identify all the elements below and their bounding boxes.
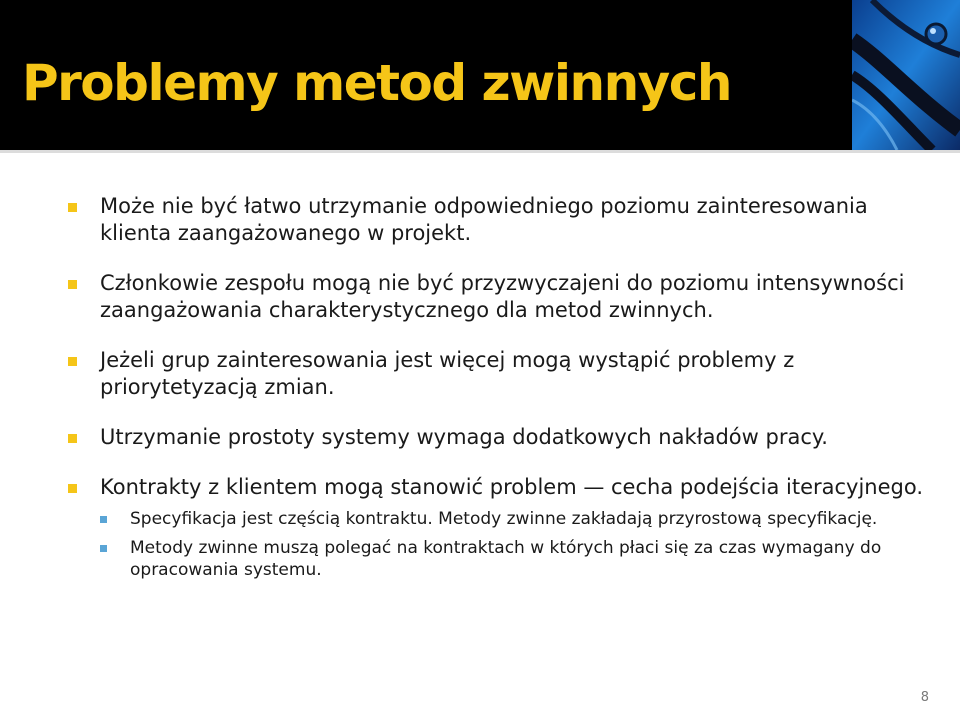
sub-bullet-square-icon <box>100 545 107 552</box>
bullet-item <box>66 424 926 451</box>
bullet-text: Może nie być łatwo utrzymanie odpowiedniego poziomu zainteresowania klienta zaangażowanego w projekt. <box>100 194 868 245</box>
bullet-item <box>66 474 926 501</box>
sub-bullet-text: Specyfikacja jest częścią kontraktu. Metody zwinne zakładają przyrostową specyfikację. <box>130 509 878 529</box>
bullet-item <box>66 270 926 324</box>
bullet-text: Jeżeli grup zainteresowania jest więcej mogą wystąpić problemy z priorytetyzacją zmian. <box>100 348 795 399</box>
slide-body <box>66 193 926 588</box>
bullet-text: Kontrakty z klientem mogą stanowić problem — cecha podejścia iteracyjnego. <box>100 475 924 499</box>
bullet-text: Członkowie zespołu mogą nie być przyzwyczajeni do poziomu intensywności zaangażowania charakterystycznego dla metod zwinnych. <box>100 271 905 322</box>
bullet-text: Utrzymanie prostoty systemy wymaga dodatkowych nakładów pracy. <box>100 425 828 449</box>
sub-bullet-text: Metody zwinne muszą polegać na kontraktach w których płaci się za czas wymagany do opracowania systemu. <box>130 538 882 580</box>
header-divider <box>0 150 960 153</box>
slide-number: 8 <box>920 690 929 705</box>
bullet-item <box>66 193 926 247</box>
bullet-square-icon <box>68 203 77 212</box>
bullet-square-icon <box>68 280 77 289</box>
bullet-square-icon <box>68 434 77 443</box>
bullet-square-icon <box>68 484 77 493</box>
bullet-item <box>66 347 926 401</box>
sub-bullet-item <box>66 508 926 530</box>
bullet-square-icon <box>68 357 77 366</box>
sub-bullet-square-icon <box>100 516 107 523</box>
decorative-corner-image <box>852 0 960 150</box>
sub-bullet-item <box>66 537 926 581</box>
slide-title: Problemy metod zwinnych <box>22 54 732 112</box>
